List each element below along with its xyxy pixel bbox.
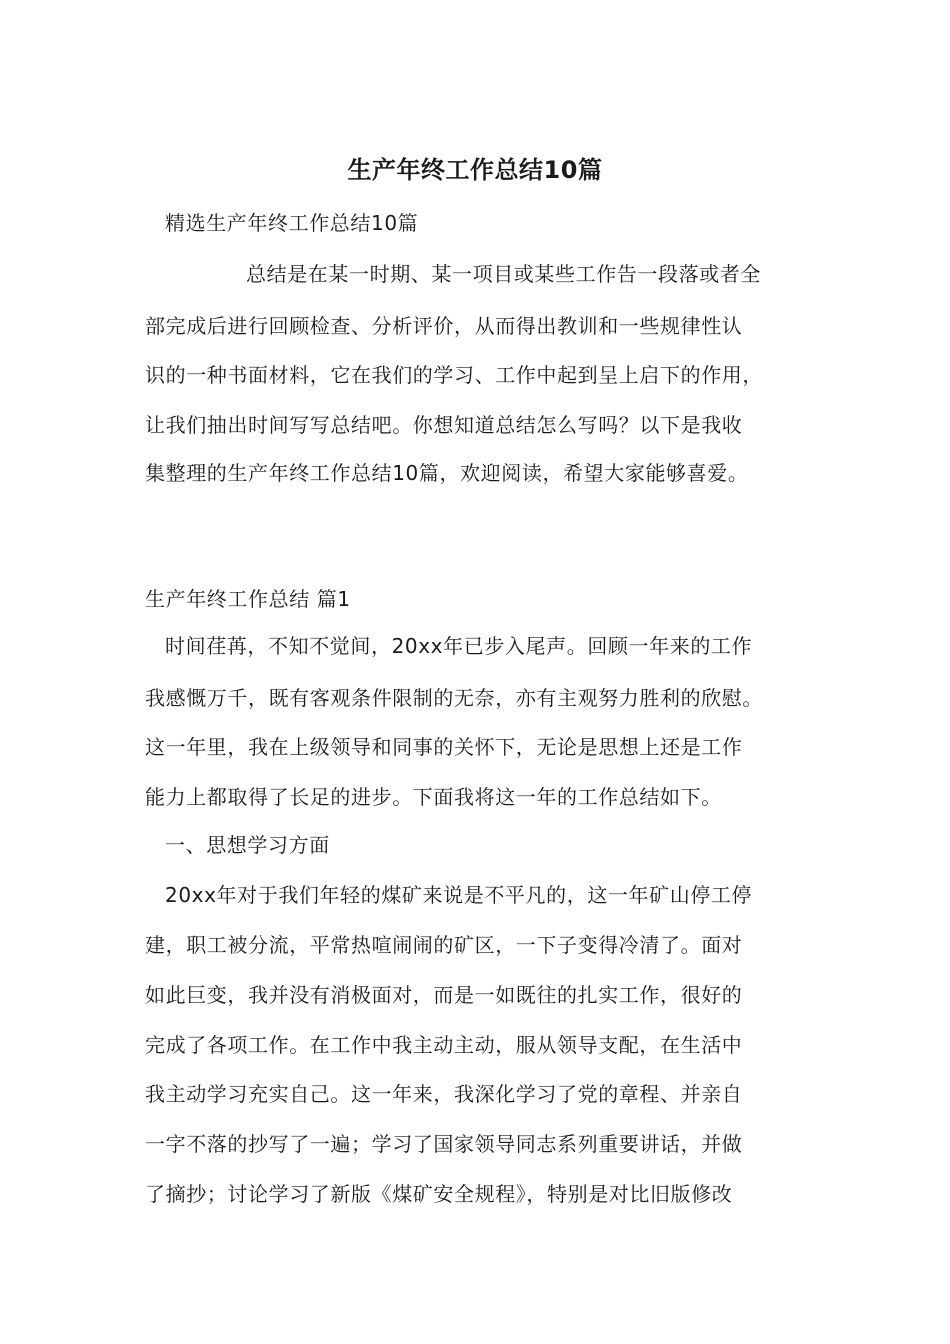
paragraph-line: 时间荏苒，不知不觉间，20xx年已步入尾声。回顾一年来的工作 <box>165 634 753 658</box>
paragraph-line: 这一年里，我在上级领导和同事的关怀下，无论是思想上还是工作 <box>145 735 743 759</box>
paragraph-line: 我感慨万千，既有客观条件限制的无奈，亦有主观努力胜利的欣慰。 <box>145 686 763 710</box>
intro-line: 识的一种书面材料，它在我们的学习、工作中起到呈上启下的作用， <box>145 363 763 387</box>
section-heading: 生产年终工作总结 篇1 <box>145 587 351 611</box>
intro-line: 集整理的生产年终工作总结10篇，欢迎阅读，希望大家能够喜爱。 <box>145 461 749 485</box>
paragraph-line: 能力上都取得了长足的进步。下面我将这一年的工作总结如下。 <box>145 785 722 809</box>
document-subtitle: 精选生产年终工作总结10篇 <box>165 211 419 235</box>
paragraph-line: 20xx年对于我们年轻的煤矿来说是不平凡的，这一年矿山停工停 <box>165 883 753 907</box>
paragraph-line: 我主动学习充实自己。这一年来，我深化学习了党的章程、并亲自 <box>145 1082 743 1106</box>
paragraph-line: 如此巨变，我并没有消极面对，而是一如既往的扎实工作，很好的 <box>145 983 743 1007</box>
intro-line: 部完成后进行回顾检查、分析评价，从而得出教训和一些规律性认 <box>145 314 743 338</box>
intro-line: 让我们抽出时间写写总结吧。你想知道总结怎么写吗？以下是我收 <box>145 413 743 437</box>
subheading: 一、思想学习方面 <box>165 833 330 857</box>
paragraph-line: 了摘抄；讨论学习了新版《煤矿安全规程》，特别是对比旧版修改 <box>145 1182 733 1206</box>
document-title: 生产年终工作总结10篇 <box>347 156 603 184</box>
paragraph-line: 一字不落的抄写了一遍；学习了国家领导同志系列重要讲话，并做 <box>145 1132 743 1156</box>
paragraph-line: 建，职工被分流，平常热喧闹闹的矿区，一下子变得冷清了。面对 <box>145 933 743 957</box>
paragraph-line: 完成了各项工作。在工作中我主动主动，服从领导支配，在生活中 <box>145 1033 743 1057</box>
intro-line: 总结是在某一时期、某一项目或某些工作告一段落或者全 <box>246 262 761 286</box>
